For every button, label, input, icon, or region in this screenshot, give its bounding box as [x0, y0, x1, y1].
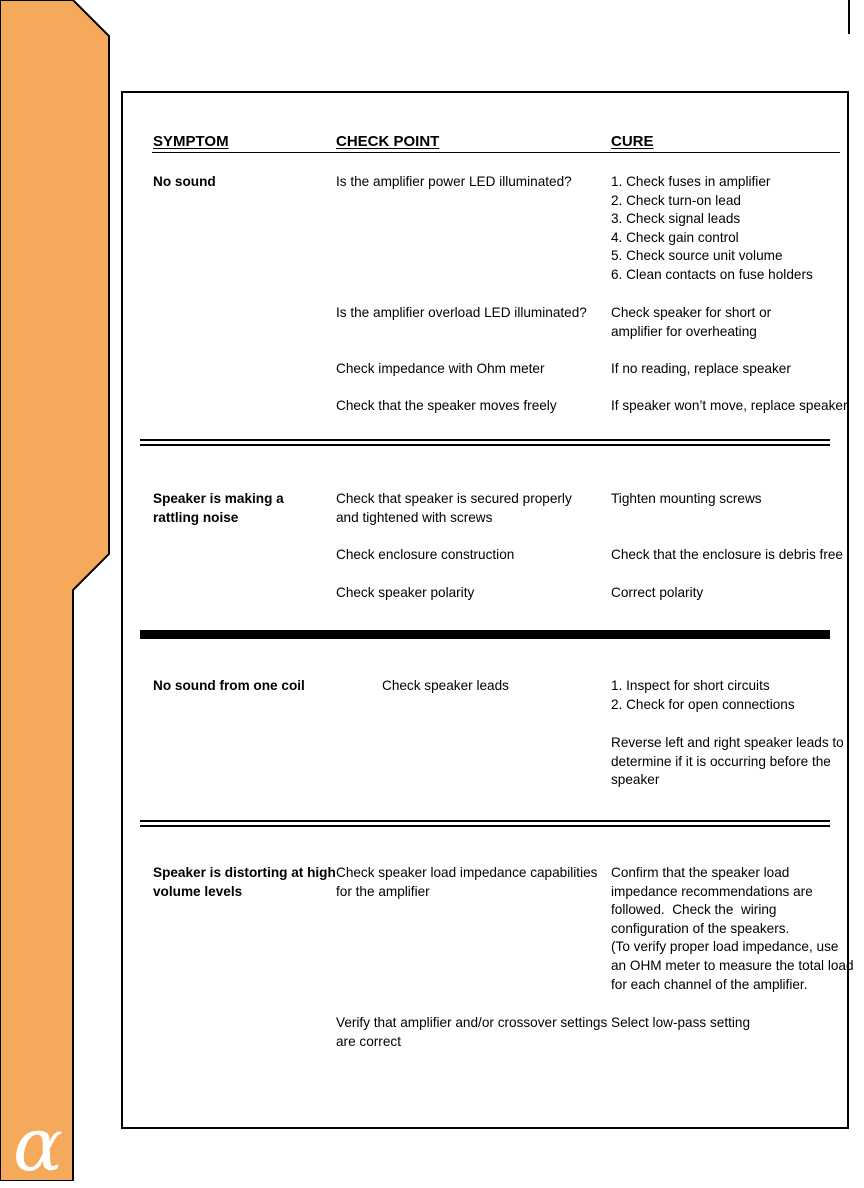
cure: Confirm that the speaker load impedance recommendations are followed. Check the wiring configuration of the speakers. (To verify proper load impedance, use an OHM meter to measure the total load for each channel of the amplifier. — [611, 865, 854, 992]
cure: 1. Check fuses in amplifier 2. Check turn-on lead 3. Check signal leads 4. Check gain control 5. Check source unit volume 6. Clean contacts on fuse holders — [611, 174, 813, 282]
section-divider — [140, 439, 830, 446]
header-cure: CURE — [611, 133, 654, 150]
cure: If no reading, replace speaker — [611, 361, 791, 376]
header-check-point: CHECK POINT — [336, 133, 440, 150]
check-point: Is the amplifier power LED illuminated? — [336, 174, 572, 189]
cure: Correct polarity — [611, 585, 704, 600]
header-rule — [152, 152, 840, 153]
check-point: Is the amplifier overload LED illuminated? — [336, 305, 587, 320]
cure: If speaker won’t move, replace speaker — [611, 398, 848, 413]
check-point: Check speaker leads — [382, 678, 509, 693]
side-tab-shape — [0, 0, 109, 1188]
symptom-no-sound-one-coil: No sound from one coil — [153, 678, 305, 693]
check-point: Verify that amplifier and/or crossover settings are correct — [336, 1015, 608, 1049]
check-point: Check impedance with Ohm meter — [336, 361, 545, 376]
cure: Check speaker for short or amplifier for overheating — [611, 305, 772, 339]
symptom-distorting: Speaker is distorting at high volume levels — [153, 865, 336, 899]
check-point: Check speaker polarity — [336, 585, 475, 600]
alpha-logo-icon: α — [13, 1102, 63, 1188]
check-point: Check that the speaker moves freely — [336, 398, 557, 413]
cure: Select low-pass setting — [611, 1015, 751, 1030]
check-point: Check speaker load impedance capabilities for the amplifier — [336, 865, 598, 899]
symptom-no-sound: No sound — [153, 174, 216, 189]
cure: Reverse left and right speaker leads to determine if it is occurring before the speaker — [611, 735, 844, 788]
section-divider — [140, 820, 830, 827]
cure: Tighten mounting screws — [611, 491, 762, 506]
section-divider — [140, 630, 830, 639]
check-point: Check enclosure construction — [336, 547, 515, 562]
check-point: Check that speaker is secured properly and tightened with screws — [336, 491, 572, 525]
symptom-rattling-noise: Speaker is making a rattling noise — [153, 491, 284, 525]
cure: 1. Inspect for short circuits 2. Check for open connections — [611, 678, 795, 712]
page-edge-line — [848, 0, 850, 34]
header-symptom: SYMPTOM — [153, 133, 229, 150]
cure: Check that the enclosure is debris free — [611, 547, 843, 562]
